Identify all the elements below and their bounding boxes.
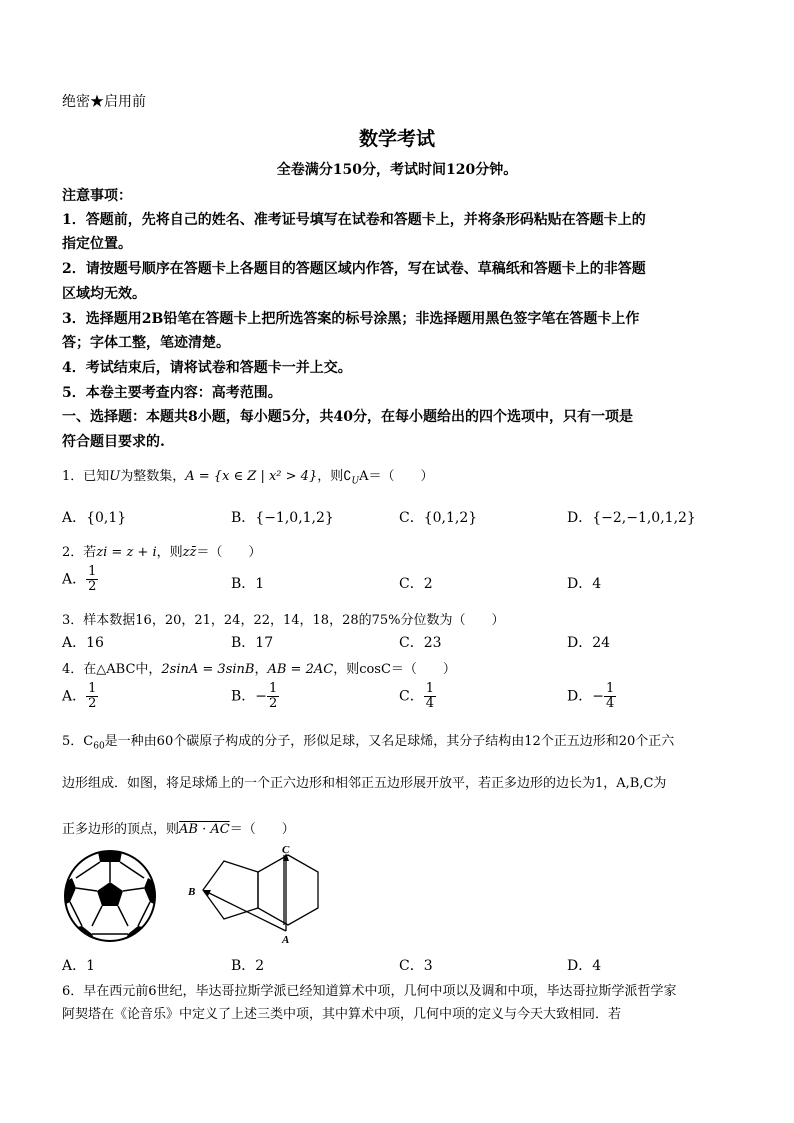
- question-4-option-a[interactable]: A． $\frac{1}{2}$: [62, 681, 97, 711]
- question-1-option-b[interactable]: B．{−1,0,1,2}: [231, 510, 334, 526]
- confidential-label: 绝密★启用前: [62, 94, 146, 110]
- question-1-option-c[interactable]: C．{0,1,2}: [399, 510, 478, 526]
- question-6-line-1: 6．早在西元前6世纪，毕达哥拉斯学派已经知道算术中项，几何中项以及调和中项，毕达哥拉斯学派哲学家: [62, 984, 677, 999]
- vertex-label-a: A: [282, 934, 290, 945]
- page-title: 数学考试: [358, 128, 435, 150]
- vertex-label-b: B: [188, 886, 196, 898]
- question-5-line-2: 边形组成．如图，将足球烯上的一个正六边形和相邻正五边形展开放平，若正多边形的边长为1，A,B,C为: [62, 776, 667, 791]
- note-4: 4．考试结束后，请将试卷和答题卡一并上交。: [62, 360, 352, 376]
- question-5-option-a[interactable]: A．1: [62, 958, 96, 974]
- section-1-heading-line-1: 一、选择题：本题共8小题，每小题5分，共40分，在每小题给出的四个选项中，只有一项是: [62, 409, 633, 425]
- question-5-line-1: 5．$C_{60}$是一种由60个碳原子构成的分子，形似足球，又名足球烯，其分子结构由12个正五边形和20个正六: [62, 734, 675, 752]
- question-3-option-d[interactable]: D．24: [567, 635, 611, 651]
- polygon-diagram: [176, 845, 326, 945]
- question-3-stem: 3．样本数据16，20，21，24，22，14，18，28的75%分位数为（ ）: [62, 613, 505, 628]
- question-6-line-2: 阿契塔在《论音乐》中定义了上述三类中项，其中算术中项，几何中项的定义与今天大致相同．若: [62, 1007, 622, 1022]
- question-4-option-b[interactable]: B．− $\frac{1}{2}$: [231, 681, 278, 711]
- soccer-ball-figure: [62, 848, 158, 944]
- question-2-option-c[interactable]: C．2: [399, 576, 433, 592]
- question-5-line-3: 正多边形的顶点，则AB · AC＝（ ）: [62, 822, 295, 837]
- question-3-option-b[interactable]: B．17: [231, 635, 274, 651]
- question-2-option-b[interactable]: B．1: [231, 576, 265, 592]
- question-4-option-d[interactable]: D．− $\frac{1}{4}$: [567, 681, 615, 711]
- question-4-option-c[interactable]: C． $\frac{1}{4}$: [399, 681, 434, 711]
- question-2-option-d[interactable]: D．4: [567, 576, 602, 592]
- note-2-line-1: 2．请按题号顺序在答题卡上各题目的答题区域内作答，写在试卷、草稿纸和答题卡上的非答题: [62, 261, 646, 277]
- question-2-stem: 2．若zi = z + i，则zz̄＝（ ）: [62, 545, 262, 560]
- question-1-option-d[interactable]: D．{−2,−1,0,1,2}: [567, 510, 696, 526]
- note-5: 5．本卷主要考查内容：高考范围。: [62, 385, 282, 401]
- note-1-line-2: 指定位置。: [62, 236, 132, 252]
- question-5-option-b[interactable]: B．2: [231, 958, 265, 974]
- question-5-option-c[interactable]: C．3: [399, 958, 433, 974]
- question-5-option-d[interactable]: D．4: [567, 958, 602, 974]
- section-1-heading-line-2: 符合题目要求的.: [62, 434, 165, 450]
- page-subtitle: 全卷满分150分，考试时间120分钟。: [276, 162, 518, 178]
- notes-heading: 注意事项：: [62, 188, 132, 204]
- question-3-option-c[interactable]: C．23: [399, 635, 442, 651]
- question-2-option-a[interactable]: A． $\frac{1}{2}$: [62, 564, 97, 594]
- note-1-line-1: 1．答题前，先将自己的姓名、准考证号填写在试卷和答题卡上，并将条形码粘贴在答题卡上的: [62, 212, 646, 228]
- question-3-option-a[interactable]: A．16: [62, 635, 104, 651]
- note-3-line-1: 3．选择题用2B铅笔在答题卡上把所选答案的标号涂黑；非选择题用黑色签字笔在答题卡上作: [62, 311, 640, 327]
- vertex-label-c: C: [282, 845, 290, 856]
- note-2-line-2: 区域均无效。: [62, 286, 146, 302]
- question-1-option-a[interactable]: A．{0,1}: [62, 510, 127, 526]
- question-1-stem: 1．已知U为整数集，A = {x ∈ Z | x² > 4}，则$∁_UA=$（ ）: [62, 469, 434, 487]
- note-3-line-2: 答；字体工整，笔迹清楚。: [62, 335, 230, 351]
- question-4-stem: 4．在△ABC中，2sinA = 3sinB，AB = 2AC，则cosC＝（ ）: [62, 662, 456, 677]
